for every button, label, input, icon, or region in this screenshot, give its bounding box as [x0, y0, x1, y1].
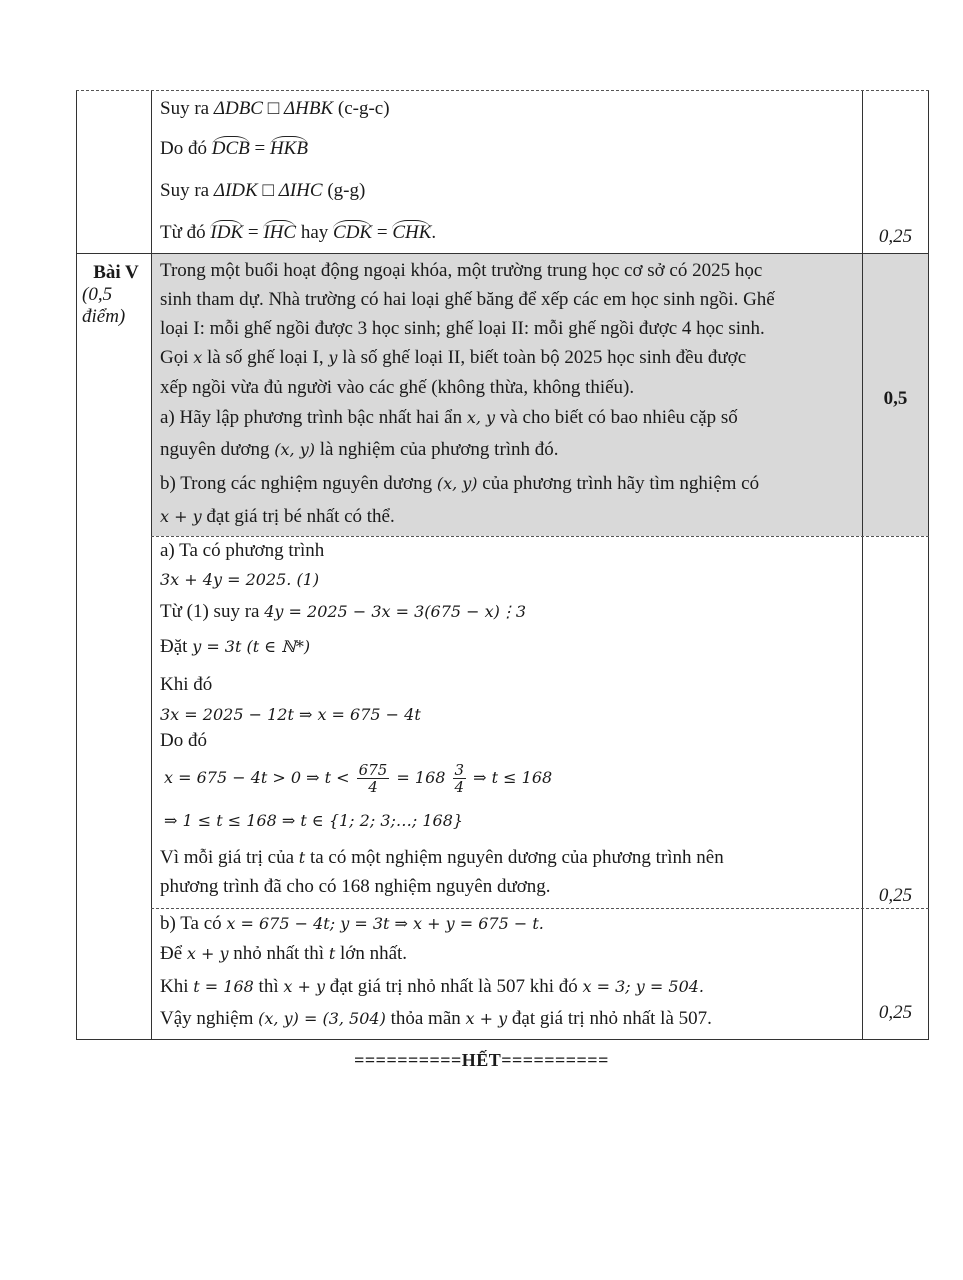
problem-line4: Gọi x là số ghế loại I, y là số ghế loại II, biết toàn bộ 2025 học sinh đều được [160, 347, 747, 368]
problem-line2: sinh tham dự. Nhà trường có hai loại ghế băng để xếp các em học sinh ngồi. Ghế [160, 289, 775, 310]
sol-a-line3: Từ (1) suy ra 4y = 2025 − 3x = 3(675 − x)⋮3 [160, 601, 527, 622]
sol-a-line10: Vì mỗi giá trị của t ta có một nghiệm nguyên dương của phương trình nên [160, 847, 724, 868]
sol-b-line3: Khi t = 168 thì x + y đạt giá trị nhỏ nhất là 507 khi đó x = 3; y = 504. [160, 976, 705, 997]
problem-line1: Trong một buổi hoạt động ngoại khóa, một trường trung học cơ sở có 2025 học [160, 260, 763, 281]
problem-score: 0,5 [883, 388, 908, 409]
row-divider-2 [151, 536, 929, 537]
problem-points-line1: (0,5 [82, 284, 113, 305]
problem-line8: b) Trong các nghiệm nguyên dương (x, y) của phương trình hãy tìm nghiệm có [160, 473, 760, 494]
end-marker: ==========HẾT========== [354, 1050, 609, 1070]
problem-line5: xếp ngồi vừa đủ người vào các ghế (không thừa, không thiếu). [160, 377, 635, 398]
sol-b-score: 0,25 [878, 1002, 913, 1023]
sol-b-line1: b) Ta có x = 675 − 4t; y = 3t ⇒ x + y = 675 − t. [160, 913, 544, 934]
sol-a-line11: phương trình đã cho có 168 nghiệm nguyên dương. [160, 876, 551, 897]
row1-line2: Do đó DCB = HKB [160, 138, 308, 159]
sol-a-score: 0,25 [878, 885, 913, 906]
problem-label: Bài V [93, 262, 139, 283]
sol-a-line8: x = 675 − 4t > 0 ⇒ t < $\frac{675}{4}$ = 168 $\frac{3}{4}$ ⇒ t ≤ 168 [164, 761, 553, 796]
row-divider-1 [76, 253, 929, 254]
sol-b-line4: Vậy nghiệm (x, y) = (3, 504) thỏa mãn x + y đạt giá trị nhỏ nhất là 507. [160, 1008, 712, 1029]
row-divider-3 [151, 908, 929, 909]
sol-b-line2: Để x + y nhỏ nhất thì t lớn nhất. [160, 943, 408, 964]
problem-line6: a) Hãy lập phương trình bậc nhất hai ẩn x, y và cho biết có bao nhiêu cặp số [160, 407, 738, 428]
row1-line4: Từ đó IDK = IHC hay CDK = CHK. [160, 222, 437, 243]
sol-a-line1: a) Ta có phương trình [160, 540, 325, 561]
problem-label-cell [82, 262, 150, 328]
problem-line3: loại I: mỗi ghế ngồi được 3 học sinh; ghế loại II: mỗi ghế ngồi được 4 học sinh. [160, 318, 765, 339]
problem-line7: nguyên dương (x, y) là nghiệm của phương trình đó. [160, 439, 559, 460]
answer-table [76, 90, 929, 1040]
sol-a-line9: ⇒ 1 ≤ t ≤ 168 ⇒ t ∈ {1; 2; 3;…; 168} [164, 811, 464, 830]
table-bottom-border [76, 1039, 929, 1040]
sol-a-line7: Do đó [160, 730, 207, 751]
row1-line1: Suy ra ΔDBC □ ΔHBK (c-g-c) [160, 98, 390, 119]
sol-a-line2: 3x + 4y = 2025. (1) [160, 570, 320, 589]
row1-score: 0,25 [878, 226, 913, 247]
sol-a-line4: Đặt y = 3t (t ∈ ℕ*) [160, 636, 311, 657]
table-border-left [76, 90, 77, 1040]
problem-points-line2: điểm) [82, 306, 126, 327]
table-col-divider-1 [151, 90, 152, 1040]
sol-a-line6: 3x = 2025 − 12t ⇒ x = 675 − 4t [160, 705, 421, 724]
problem-line9: x + y đạt giá trị bé nhất có thể. [160, 506, 395, 527]
sol-a-line5: Khi đó [160, 674, 213, 695]
row1-line3: Suy ra ΔIDK □ ΔIHC (g-g) [160, 180, 366, 201]
table-top-border [76, 90, 929, 91]
